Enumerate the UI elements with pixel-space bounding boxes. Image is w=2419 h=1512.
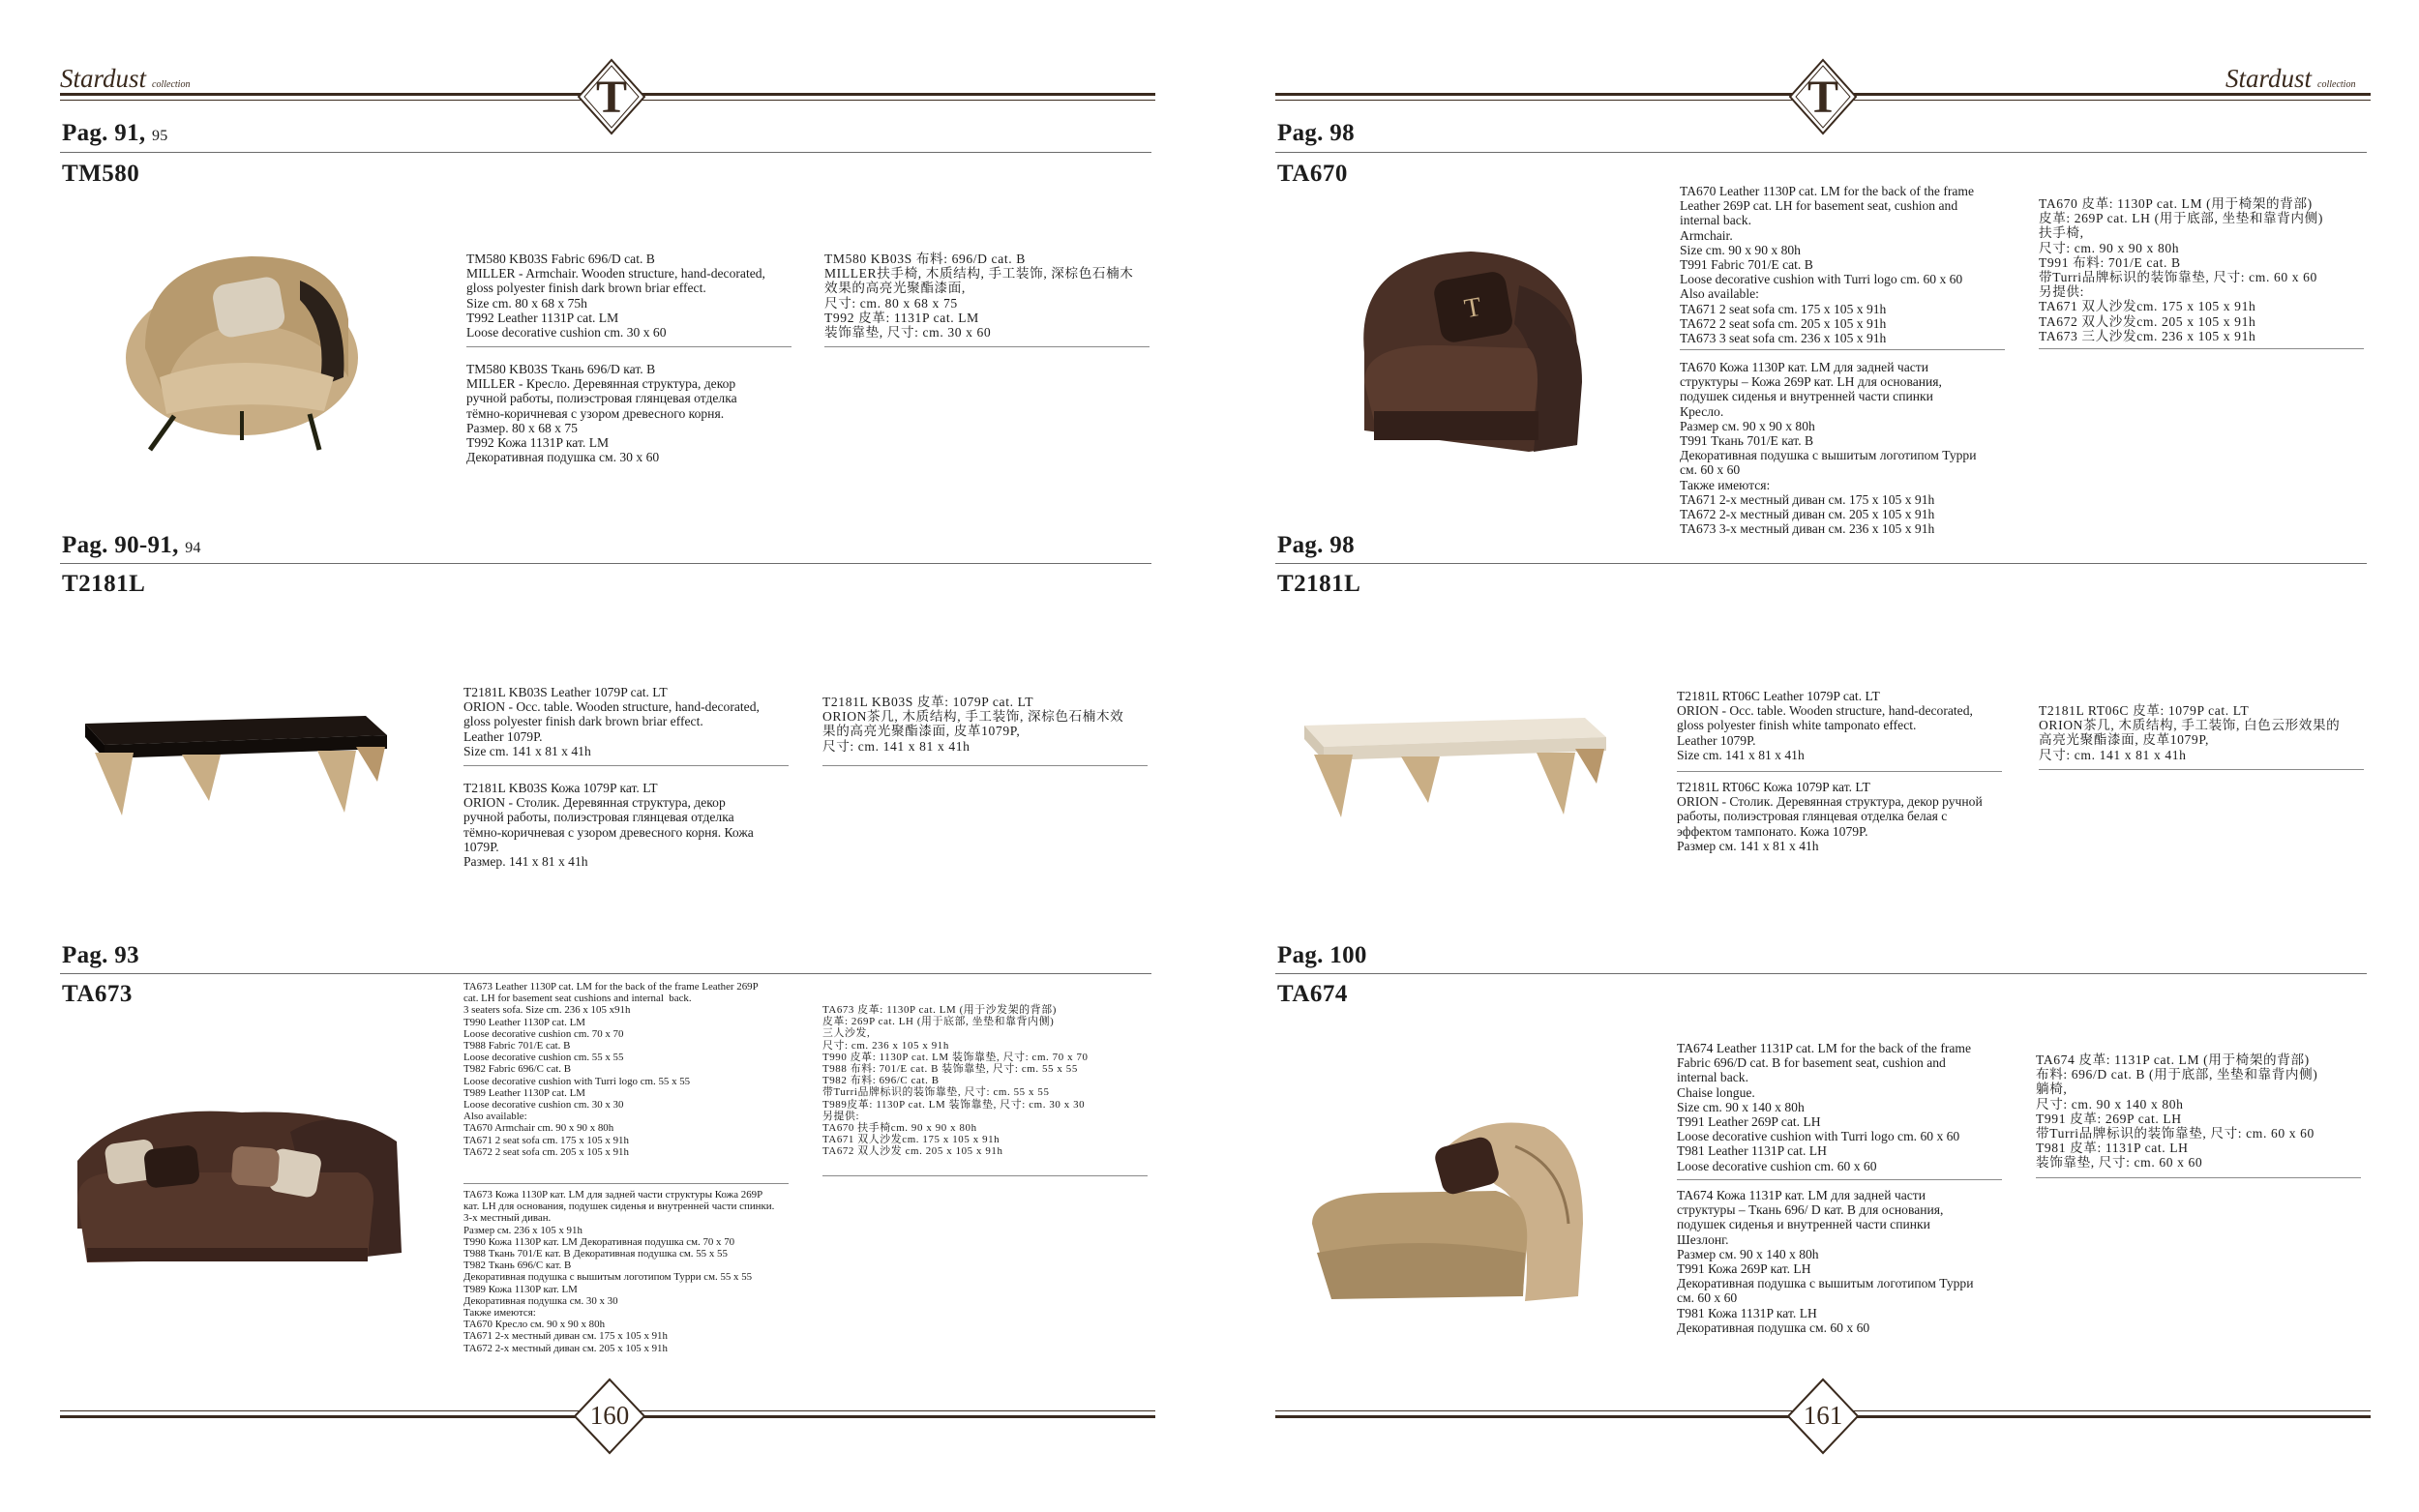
table-t2181l-dark-image — [75, 704, 395, 830]
spec-line: TA673 皮革: 1130P cat. LM (用于沙发架的背部) — [822, 1004, 1057, 1016]
spec-line: 尺寸: cm. 90 x 90 x 80h — [2039, 240, 2180, 255]
spec-line: 尺寸: cm. 90 x 140 x 80h — [2036, 1096, 2184, 1112]
spec-line: Декоративная подушка см. 30 x 60 — [466, 450, 660, 465]
right-s1-rule — [1275, 152, 2367, 153]
page-number-right: 161 — [1803, 1401, 1843, 1430]
spec-line: 皮革: 269P cat. LH (用于底部, 坐垫和靠背内侧) — [2039, 211, 2323, 226]
left-s2-code: T2181L — [62, 571, 146, 597]
right-s3-rule — [1275, 973, 2367, 974]
spec-line: Loose decorative cushion cm. 30 x 60 — [466, 325, 667, 341]
spec-line: Size cm. 90 x 140 x 80h — [1677, 1099, 1805, 1114]
spec-line: ручной работы, полиэстровая глянцевая отделка — [466, 391, 737, 406]
spec-line: TA672 2 seat sofa cm. 205 x 105 x 91h — [1680, 315, 1887, 331]
spec-line: 尺寸: cm. 141 x 81 x 41h — [2039, 747, 2187, 762]
right-s3-en-sep — [1677, 1179, 2002, 1180]
spec-line: 躺椅, — [2036, 1082, 2068, 1097]
spec-line: T2181L KB03S Кожа 1079P кат. LT — [463, 781, 658, 795]
spec-line: TA673 Leather 1130P cat. LM for the back of the frame Leather 269P — [463, 981, 759, 993]
spec-line: T2181L RT06C Кожа 1079P кат. LT — [1677, 780, 1870, 794]
spec-line: Leather 269P cat. LH for basement seat, cushion and — [1680, 198, 1958, 214]
spec-line: MILLER - Armchair. Wooden structure, hand-decorated, — [466, 266, 765, 282]
spec-line: MILLER - Кресло. Деревянная структура, декор — [466, 376, 736, 392]
spec-line: структуры – Кожа 269P кат. LH для основания, — [1680, 374, 1942, 390]
spec-line: кат. LH для основания, подушек сиденья и внутренней части спинки. — [463, 1201, 775, 1213]
spec-line: тёмно-коричневая с узором древесного корня. Кожа — [463, 824, 754, 840]
left-s2-cn — [822, 695, 1151, 754]
spec-line: TA670 Leather 1130P cat. LM for the back of the frame — [1680, 184, 1975, 198]
spec-line: TM580 KB03S Fabric 696/D cat. B — [466, 252, 655, 266]
spec-line: T2181L KB03S Leather 1079P cat. LT — [463, 685, 668, 699]
brand-logo-left: Stardust collection — [60, 64, 191, 93]
spec-line: T991 Ткань 701/E кат. B — [1680, 433, 1814, 449]
spec-line: 布料: 696/D cat. B (用于底部, 坐垫和靠背内侧) — [2036, 1067, 2318, 1082]
spec-line: см. 60 x 60 — [1677, 1290, 1738, 1306]
spec-line: 带Turri品牌标识的装饰靠垫, 尺寸: cm. 55 x 55 — [822, 1086, 1050, 1099]
brand-logo-right: Stardust collection — [2225, 64, 2356, 93]
spec-line: Декоративная подушка с вышитым логотипом Турри — [1680, 448, 1977, 463]
spec-line: T2181L RT06C 皮革: 1079P cat. LT — [2039, 703, 2250, 718]
left-s3-rule — [60, 973, 1151, 974]
spec-line: тёмно-коричневая с узором древесного корня. — [466, 405, 725, 421]
spec-line: 三人沙发, — [822, 1027, 871, 1040]
spec-line: Размер см. 141 x 81 x 41h — [1677, 838, 1819, 853]
spec-line: Loose decorative cushion with Turri logo cm. 60 x 60 — [1677, 1129, 1960, 1144]
spec-line: T982 布料: 696/C cat. B — [822, 1075, 940, 1087]
spec-line: TA672 双人沙发cm. 205 x 105 x 91h — [2039, 313, 2256, 329]
spec-line: Декоративная подушка с вышитым логотипом Турри — [1677, 1276, 1974, 1291]
spec-line: ORION茶几, 木质结构, 手工装饰, 白色云形效果的 — [2039, 718, 2341, 733]
spec-line: 皮革: 269P cat. LH (用于底部, 坐垫和靠背内侧) — [822, 1016, 1055, 1028]
spec-line: TA674 Leather 1131P cat. LM for the back of the frame — [1677, 1041, 1972, 1055]
spec-line: Size cm. 80 x 68 x 75h — [466, 295, 587, 311]
spec-line: T991 Кожа 269P кат. LH — [1677, 1261, 1811, 1277]
spec-line: Also available: — [463, 1111, 527, 1123]
right-s1-ru — [1680, 360, 2028, 536]
spec-line: 带Turri品牌标识的装饰靠垫, 尺寸: cm. 60 x 60 — [2039, 270, 2317, 285]
spec-line: T982 Fabric 696/C cat. B — [463, 1063, 572, 1076]
spec-line: TA673 3 seat sofa cm. 236 x 105 x 91h — [1680, 331, 1887, 346]
spec-line: 带Turri品牌标识的装饰靠垫, 尺寸: cm. 60 x 60 — [2036, 1126, 2314, 1141]
left-s2-en-sep — [463, 765, 789, 766]
spec-line: internal back. — [1680, 213, 1751, 228]
spec-line: Size cm. 141 x 81 x 41h — [463, 743, 591, 758]
spec-line: TM580 KB03S Ткань 696/D кат. B — [466, 362, 656, 376]
spec-line: TA673 3-х местный диван см. 236 x 105 x 91h — [1680, 521, 1935, 537]
left-s1-ru — [466, 362, 795, 464]
spec-line: 高亮光聚酯漆面, 皮革1079P, — [2039, 732, 2209, 748]
spec-line: T989 Кожа 1130P кат. LM — [463, 1283, 578, 1295]
spec-line: TA671 2 seat sofa cm. 175 x 105 x 91h — [463, 1134, 629, 1146]
spec-line: TA670 Кресло см. 90 x 90 x 80h — [463, 1319, 606, 1331]
right-s3-en — [1677, 1041, 2025, 1173]
left-s2-ru — [463, 781, 792, 869]
left-s3-code: TA673 — [62, 981, 133, 1007]
left-s1-rule — [60, 152, 1151, 153]
spec-line: T990 皮革: 1130P cat. LM 装饰靠垫, 尺寸: cm. 70 x 70 — [822, 1051, 1089, 1063]
spec-line: 效果的高亮光聚酯漆面, — [824, 281, 966, 296]
spec-line: 尺寸: cm. 80 x 68 x 75 — [824, 295, 958, 311]
spec-line: Декоративная подушка с вышитым логотипом Турри см. 55 x 55 — [463, 1271, 753, 1284]
spec-line: TA671 2-х местный диван см. 175 x 105 x 91h — [463, 1330, 668, 1343]
right-s2-en-sep — [1677, 771, 2002, 772]
spec-line: подушек сиденья и внутренней части спинки — [1680, 389, 1933, 404]
spec-line: Also available: — [1680, 286, 1759, 302]
spec-line: 果的高亮光聚酯漆面, 皮革1079P, — [822, 724, 1021, 739]
left-s3-cn — [822, 1004, 1151, 1158]
left-s1-code: TM580 — [62, 161, 140, 187]
spec-line: Размер см. 236 x 105 x 91h — [463, 1224, 582, 1236]
spec-line: ORION - Столик. Деревянная структура, декор ручной — [1677, 794, 1983, 810]
spec-line: TA670 皮革: 1130P cat. LM (用于椅架的背部) — [2039, 196, 2313, 211]
spec-line: T990 Кожа 1130P кат. LM Декоративная подушка см. 70 x 70 — [463, 1235, 735, 1248]
spec-line: Также имеются: — [1680, 477, 1771, 492]
right-s2-ru — [1677, 780, 2025, 853]
spec-line: TA672 2-х местный диван см. 205 x 105 x 91h — [463, 1342, 668, 1354]
spec-line: T990 Leather 1130P cat. LM — [463, 1016, 585, 1028]
spec-line: Loose decorative cushion cm. 30 x 30 — [463, 1099, 624, 1112]
spec-line: T991 布料: 701/E cat. B — [2039, 254, 2181, 270]
left-s1-en-sep — [466, 346, 791, 347]
spec-line: Fabric 696/D cat. B for basement seat, cushion and — [1677, 1055, 1946, 1071]
spec-line: T2181L KB03S 皮革: 1079P cat. LT — [822, 695, 1034, 709]
left-s3-en-sep — [463, 1183, 789, 1184]
spec-line: 另提供: — [822, 1110, 860, 1122]
spec-line: T992 Кожа 1131P кат. LM — [466, 435, 610, 451]
table-t2181l-white-image — [1295, 706, 1614, 832]
spec-line: 扶手椅, — [2039, 225, 2084, 241]
spec-line: 1079P. — [463, 839, 499, 854]
spec-line: подушек сиденья и внутренней части спинки — [1677, 1217, 1930, 1232]
left-s3-en — [463, 981, 812, 1158]
left-s1-cn — [824, 252, 1153, 340]
right-s3-cn — [2036, 1052, 2365, 1171]
page-number-left: 160 — [589, 1401, 630, 1430]
right-s1-en-sep — [1680, 349, 2005, 350]
spec-line: internal back. — [1677, 1070, 1748, 1085]
spec-line: 装饰靠垫, 尺寸: cm. 60 x 60 — [2036, 1155, 2203, 1171]
svg-text:T: T — [1807, 72, 1839, 123]
spec-line: T988 布料: 701/E cat. B 装饰靠垫, 尺寸: cm. 55 x 55 — [822, 1063, 1078, 1076]
spec-line: T991 Fabric 701/E cat. B — [1680, 257, 1813, 273]
right-s1-code: TA670 — [1277, 161, 1348, 187]
spec-line: Armchair. — [1680, 227, 1733, 243]
right-s3-ru — [1677, 1188, 2025, 1335]
monogram-right-icon — [1788, 58, 1858, 135]
right-s2-code: T2181L — [1277, 571, 1361, 597]
spec-line: ORION茶几, 木质结构, 手工装饰, 深棕色石楠木效 — [822, 709, 1124, 725]
spec-line: 3 seaters sofa. Size cm. 236 x 105 x91h — [463, 1004, 631, 1017]
left-s2-cn-sep — [822, 765, 1148, 766]
spec-line: T988 Fabric 701/E cat. B — [463, 1040, 571, 1052]
spec-line: T981 Leather 1131P cat. LH — [1677, 1143, 1827, 1159]
spec-line: эффектом тампонато. Кожа 1079P. — [1677, 823, 1868, 839]
spec-line: T989皮革: 1130P cat. LM 装饰靠垫, 尺寸: cm. 30 x 30 — [822, 1098, 1086, 1111]
spec-line: TA670 Armchair cm. 90 x 90 x 80h — [463, 1122, 614, 1135]
spec-line: 3-х местный диван. — [463, 1212, 552, 1225]
spec-line: Кресло. — [1680, 403, 1724, 419]
right-s1-en — [1680, 184, 2028, 345]
left-s2-rule — [60, 563, 1151, 564]
spec-line: TA671 双人沙发cm. 175 x 105 x 91h — [822, 1134, 1000, 1146]
spec-line: T992 Leather 1131P cat. LM — [466, 310, 619, 325]
spec-line: Размер. 141 x 81 x 41h — [463, 854, 588, 870]
spec-line: Декоративная подушка см. 60 x 60 — [1677, 1319, 1870, 1335]
spec-line: Loose decorative cushion cm. 60 x 60 — [1677, 1158, 1877, 1173]
spec-line: T981 皮革: 1131P cat. LH — [2036, 1141, 2189, 1156]
spec-line: gloss polyester finish dark brown briar effect. — [463, 714, 703, 729]
spec-line: gloss polyester finish white tamponato effect. — [1677, 718, 1917, 733]
spec-line: Также имеются: — [463, 1307, 536, 1319]
right-s3-page-ref: Pag. 100 — [1277, 942, 1367, 968]
spec-line: 尺寸: cm. 236 x 105 x 91h — [822, 1039, 949, 1052]
spec-line: Размер см. 90 x 140 x 80h — [1677, 1246, 1819, 1261]
left-s1-page-ref: Pag. 91, 95 — [62, 120, 168, 146]
right-s3-cn-sep — [2036, 1177, 2361, 1178]
spec-line: TA672 2-х местный диван см. 205 x 105 x 91h — [1680, 507, 1935, 522]
svg-text:T: T — [1462, 291, 1484, 325]
spec-line: ORION - Occ. table. Wooden structure, hand-decorated, — [463, 699, 760, 715]
spec-line: Размер. 80 x 68 x 75 — [466, 420, 578, 435]
spec-line: TA672 2 seat sofa cm. 205 x 105 x 91h — [463, 1145, 629, 1158]
right-s2-rule — [1275, 563, 2367, 564]
right-s2-page-ref: Pag. 98 — [1277, 532, 1355, 558]
right-s1-cn — [2039, 196, 2368, 343]
chaise-ta674-image — [1302, 1108, 1593, 1311]
spec-line: ORION - Occ. table. Wooden structure, hand-decorated, — [1677, 703, 1973, 719]
spec-line: cat. LH for basement seat cushions and internal back. — [463, 993, 692, 1005]
spec-line: ORION - Столик. Деревянная структура, декор — [463, 795, 726, 811]
spec-line: TA674 Кожа 1131P кат. LM для задней части — [1677, 1188, 1926, 1202]
spec-line: T991 皮革: 269P cat. LH — [2036, 1111, 2182, 1126]
spec-line: TA673 三人沙发cm. 236 x 105 x 91h — [2039, 328, 2256, 343]
spec-line: MILLER扶手椅, 木质结构, 手工装饰, 深棕色石楠木 — [824, 266, 1134, 282]
spec-line: Size cm. 141 x 81 x 41h — [1677, 747, 1805, 762]
right-s2-cn-sep — [2039, 769, 2364, 770]
armchair-tm580-image — [106, 242, 358, 455]
left-s3-page-ref: Pag. 93 — [62, 942, 139, 968]
spec-line: Leather 1079P. — [1677, 732, 1756, 748]
spec-line: Loose decorative cushion with Turri logo cm. 60 x 60 — [1680, 272, 1963, 287]
right-s2-en — [1677, 689, 2025, 762]
spec-line: TA672 双人沙发 cm. 205 x 105 x 91h — [822, 1145, 1003, 1158]
spec-line: Loose decorative cushion cm. 55 x 55 — [463, 1052, 624, 1064]
spec-line: T981 Кожа 1131P кат. LH — [1677, 1305, 1817, 1320]
spec-line: Декоративная подушка см. 30 x 30 — [463, 1294, 618, 1307]
spec-line: см. 60 x 60 — [1680, 462, 1741, 478]
spec-line: TA671 2-х местный диван см. 175 x 105 x 91h — [1680, 491, 1935, 507]
spec-line: Размер см. 90 x 90 x 80h — [1680, 418, 1815, 433]
armchair-ta670-image — [1335, 237, 1597, 460]
spec-line: 装饰靠垫, 尺寸: cm. 30 x 60 — [824, 325, 992, 341]
spec-line: T989 Leather 1130P cat. LM — [463, 1086, 585, 1099]
right-s3-code: TA674 — [1277, 981, 1348, 1007]
spec-line: T988 Ткань 701/E кат. B Декоративная подушка см. 55 x 55 — [463, 1248, 728, 1260]
left-s2-en — [463, 685, 792, 758]
spec-line: 另提供: — [2039, 284, 2084, 300]
right-s2-cn — [2039, 703, 2368, 762]
spec-line: TA671 2 seat sofa cm. 175 x 105 x 91h — [1680, 301, 1887, 316]
spec-line: T991 Leather 269P cat. LH — [1677, 1114, 1821, 1130]
spec-line: Шезлонг. — [1677, 1231, 1729, 1247]
spec-line: TM580 KB03S 布料: 696/D cat. B — [824, 252, 1026, 266]
spec-line: Leather 1079P. — [463, 728, 543, 744]
left-s3-cn-sep — [822, 1175, 1148, 1176]
spec-line: ручной работы, полиэстровая глянцевая отделка — [463, 810, 734, 825]
spec-line: Size cm. 90 x 90 x 80h — [1680, 242, 1801, 257]
spec-line: Loose decorative cushion cm. 70 x 70 — [463, 1027, 624, 1040]
spec-line: T2181L RT06C Leather 1079P cat. LT — [1677, 689, 1880, 703]
spec-line: gloss polyester finish dark brown briar effect. — [466, 281, 706, 296]
spec-line: T982 Ткань 696/C кат. B — [463, 1260, 572, 1272]
spec-line: TA674 皮革: 1131P cat. LM (用于椅架的背部) — [2036, 1052, 2310, 1067]
spec-line: TA671 双人沙发cm. 175 x 105 x 91h — [2039, 299, 2256, 314]
spec-line: TA670 扶手椅cm. 90 x 90 x 80h — [822, 1122, 977, 1135]
left-s1-cn-sep — [824, 346, 1150, 347]
left-s1-en — [466, 252, 795, 340]
right-s1-page-ref: Pag. 98 — [1277, 120, 1355, 146]
monogram-left-icon — [577, 58, 646, 135]
spec-line: работы, полиэстровая глянцевая отделка белая с — [1677, 809, 1948, 824]
spec-line: структуры – Ткань 696/ D кат. B для основания, — [1677, 1202, 1944, 1218]
spec-line: Loose decorative cushion with Turri logo cm. 55 x 55 — [463, 1075, 691, 1087]
spec-line: 尺寸: cm. 141 x 81 x 41h — [822, 738, 971, 754]
sofa-ta673-image — [68, 1083, 406, 1277]
spec-line: Chaise longue. — [1677, 1084, 1755, 1100]
spec-line: T992 皮革: 1131P cat. LM — [824, 310, 979, 325]
left-s2-page-ref: Pag. 90-91, 94 — [62, 532, 201, 558]
svg-text:T: T — [595, 72, 628, 123]
left-s3-ru — [463, 1189, 812, 1354]
spec-line: TA670 Кожа 1130P кат. LM для задней части — [1680, 360, 1928, 374]
spec-line: TA673 Кожа 1130P кат. LM для задней части структуры Кожа 269P — [463, 1189, 763, 1201]
right-s1-cn-sep — [2039, 348, 2364, 349]
